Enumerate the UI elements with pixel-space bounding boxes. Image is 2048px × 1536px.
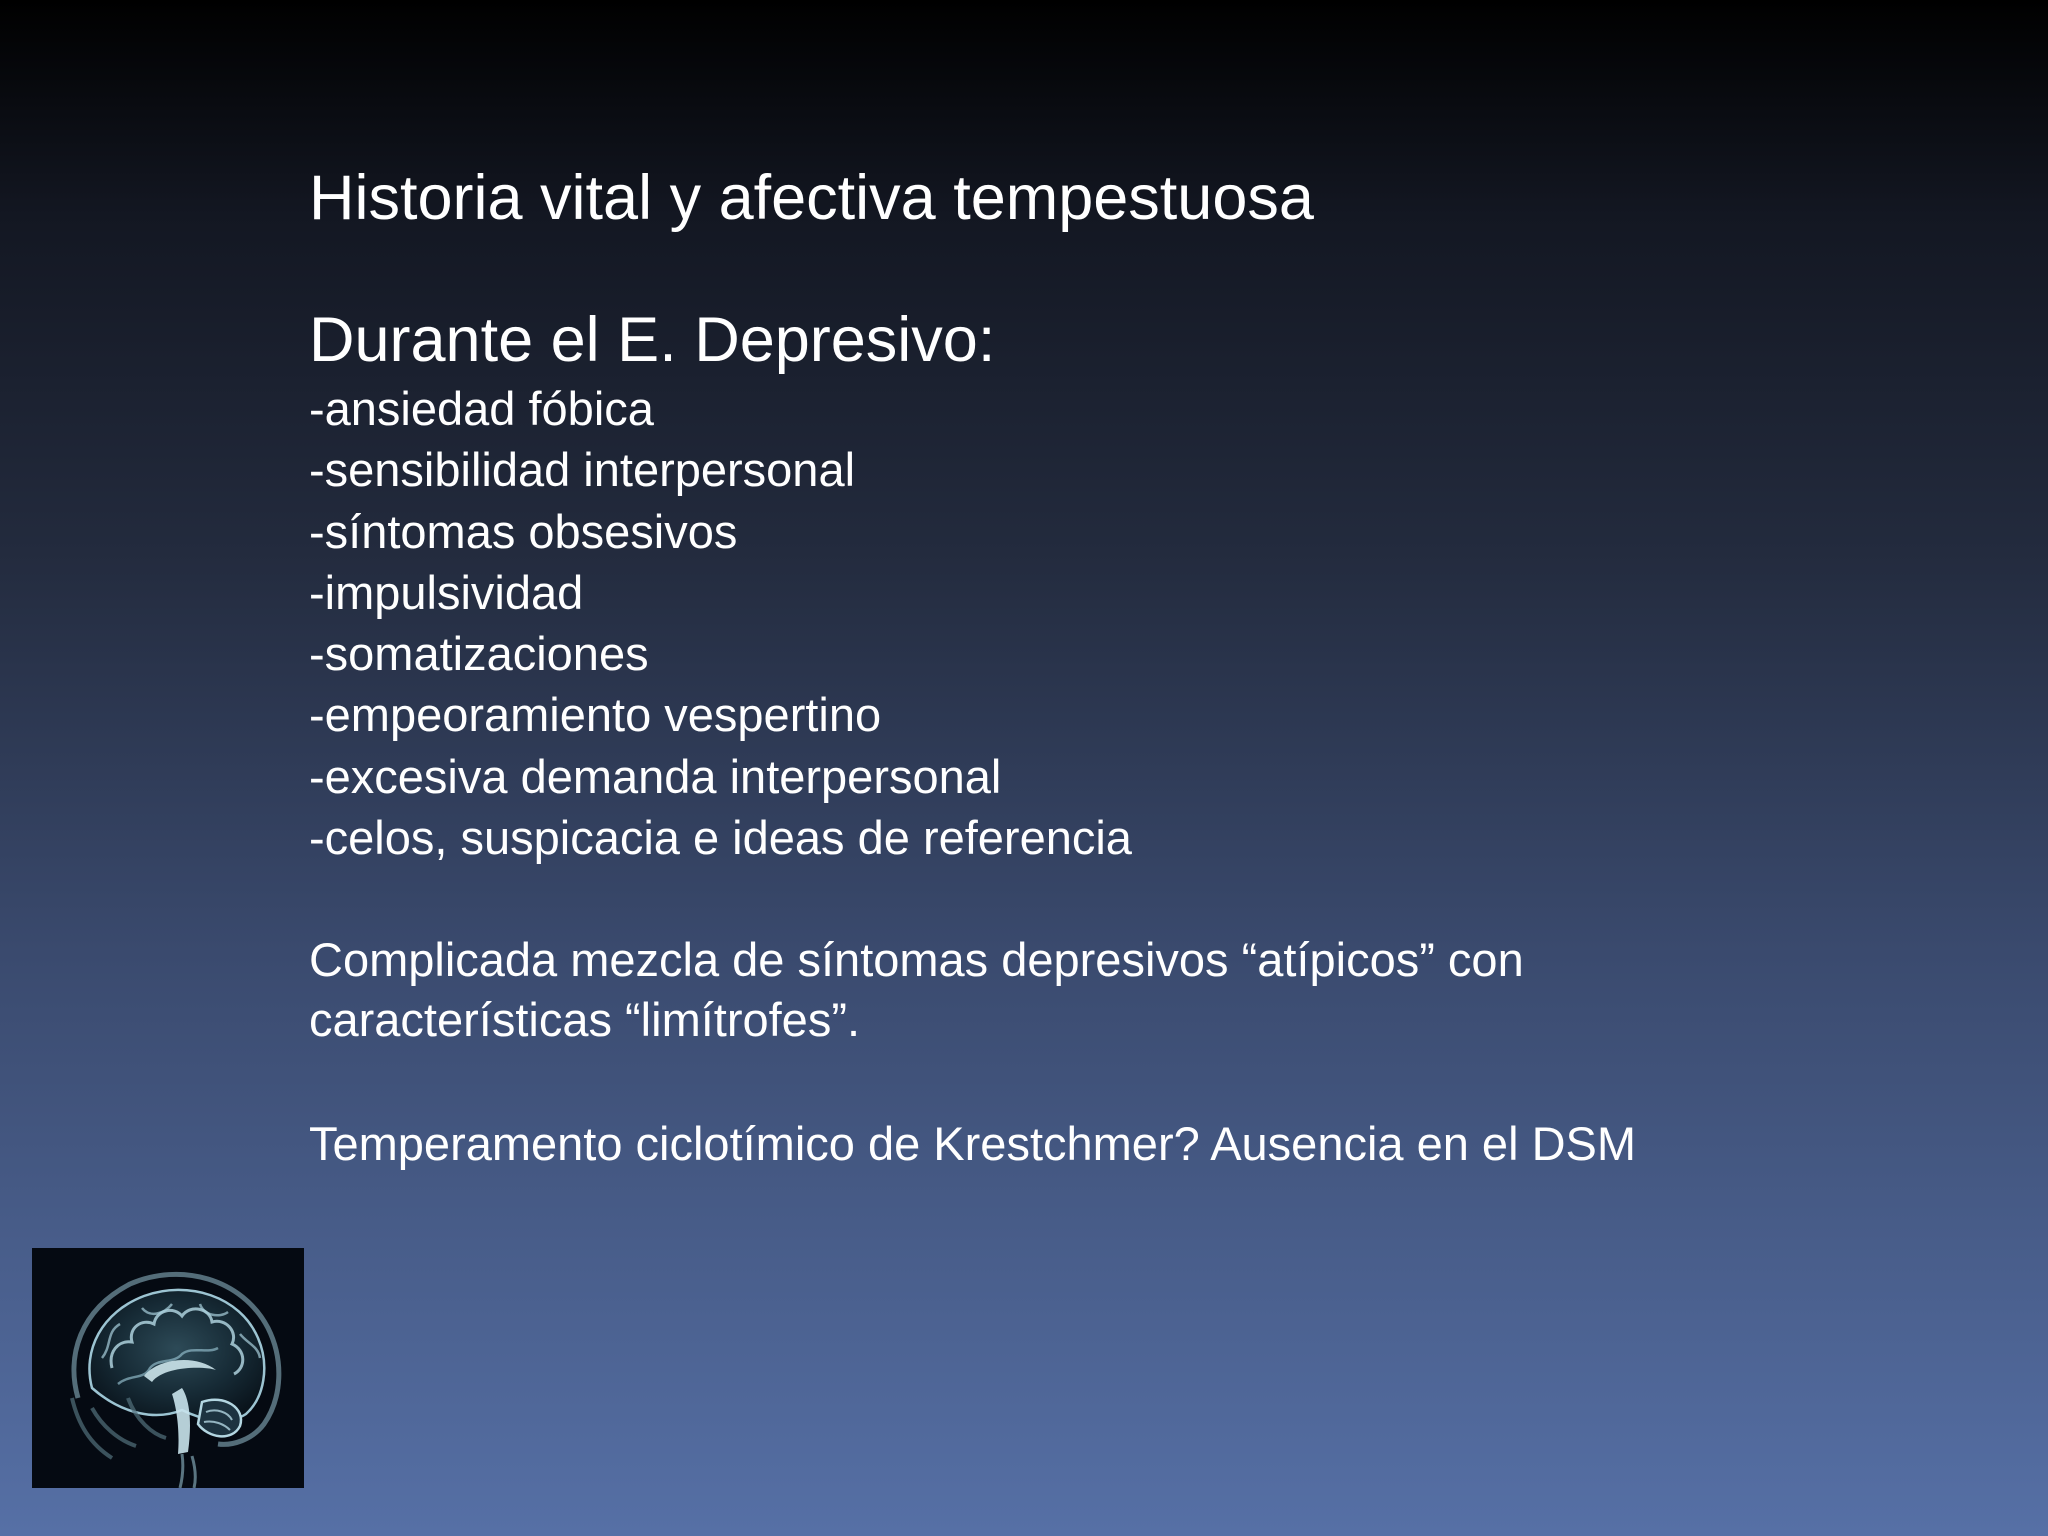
list-item: -ansiedad fóbica — [309, 382, 654, 435]
section-heading: Durante el E. Depresivo: — [309, 305, 996, 375]
slide-content — [309, 160, 2009, 1174]
list-item: -impulsividad — [309, 565, 584, 619]
temperament-note — [309, 1114, 2009, 1174]
brain-mri-icon — [32, 1248, 304, 1488]
summary-paragraph — [309, 930, 2009, 1050]
list-item: -sensibilidad interpersonal — [309, 443, 856, 497]
list-item: -empeoramiento vespertino — [309, 688, 882, 742]
list-item: -somatizaciones — [309, 627, 649, 681]
list-item: -celos, suspicacia e ideas de referencia — [309, 811, 1132, 865]
brain-mri-image — [32, 1248, 304, 1488]
list-item: -síntomas obsesivos — [309, 504, 738, 558]
temperament-line: Temperamento ciclotímico de Krestchmer? Ausencia en el DSM — [309, 1117, 1637, 1171]
symptom-list — [309, 378, 2009, 868]
list-item: -excesiva demanda interpersonal — [309, 749, 1002, 803]
summary-line-1: Complicada mezcla de síntomas depresivos “atípicos” con — [309, 933, 1524, 987]
summary-line-2: características “limítrofes”. — [309, 993, 861, 1047]
slide-title: Historia vital y afectiva tempestuosa — [309, 163, 1314, 233]
